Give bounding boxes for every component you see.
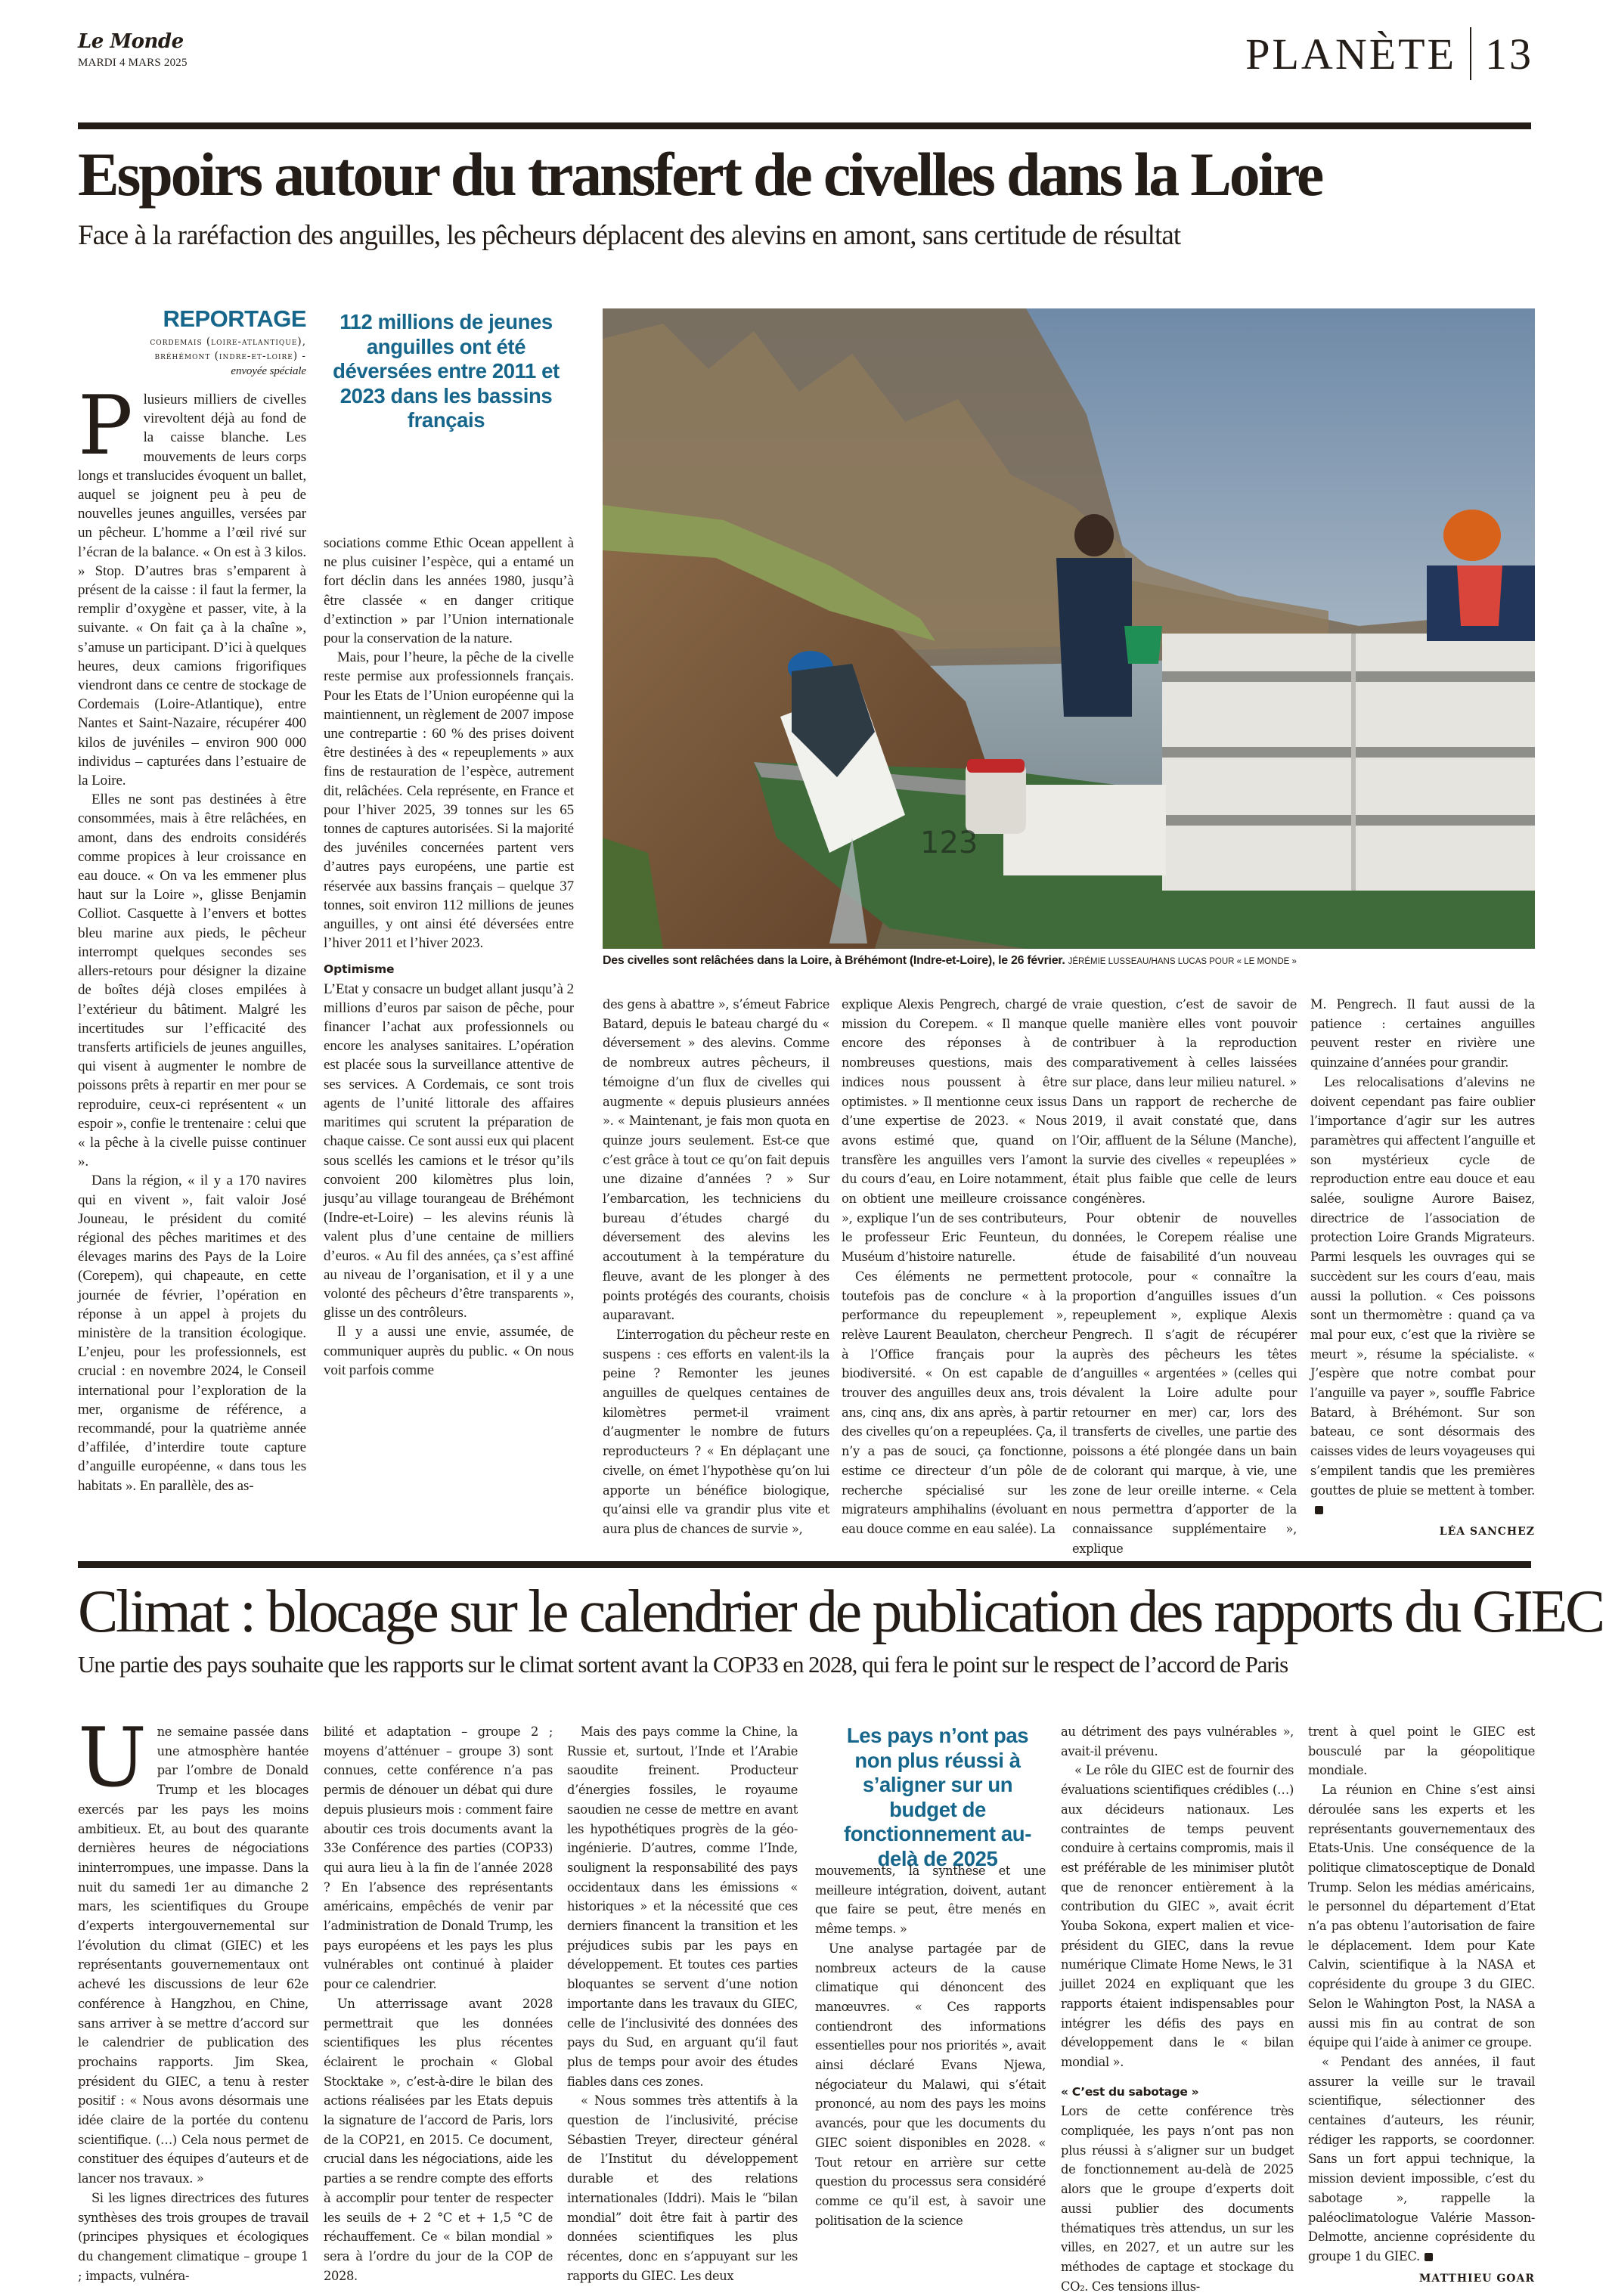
paragraph: Une analyse partagée par de nombreux acteurs de la cause climatique qui dénoncent des manœuvres. « Ces rapports contiendront des informations essentielles pour nos priorités », avait ainsi déclaré Evans Njewa, négociateur du Malawi, qui s’était prononcé, au nom des pays les moins avancés, pour que les documents du GIEC soient disponibles en 2028. « Tout retour en arrière sur cette question du processus sera considéré comme ce qu’il est, à savoir une politisation de la science	[815, 1941, 1046, 2228]
paragraph: Elles ne sont pas destinées à être consommées, mais à être relâchées, en amont, dans des endroits considérés comme propices à leur croissance en eau douce. « On va les emmener plus haut sur la Loire », glisse Benjamin Colliot. Casquette à l’envers et bottes bleu marine aux pieds, le pêcheur interrompt quelques secondes ses allers-retours pour désigner la dizaine de boîtes déjà closes empilées à l’extérieur du bâtiment. Malgré les incertitudes sur l’efficacité des transferts artificiels de jeunes anguilles, qui visent à augmenter le nombre de poissons prêts à repartir en mer pour se reproduire, ceux-ci représentent « un espoir », confie le trentenaire : celui que « la pêche à la civelle puisse continuer ».	[78, 792, 306, 1170]
paragraph: lusieurs milliers de civelles virevoltent déjà au fond de la caisse blanche. Les mouvements de leurs corps longs et translucides évoquent un ballet, auquel se joignent peu à peu de nouvelles jeunes anguilles, versées par un pêcheur. L’homme a l’œil rivé sur l’écran de la balance. « On est à 3 kilos. » Stop. D’autres bras s’emparent à présent de la caisse : il faut la fermer, la remplir d’oxygène et passer, vite, à la suivante. « On fait ça à la chaîne », s’amuse un participant. D’ici à quelques heures, deux camions frigorifiques viendront dans ce centre de stockage de Cordemais (Loire-Atlantique), entre Nantes et Saint-Nazaire, récupérer 400 kilos de juvéniles – environ 900 000 individus – capturées dans l’estuaire de la Loire.	[78, 392, 307, 789]
article2-column-6	[1308, 1722, 1535, 2288]
dropcap-u: U	[78, 1711, 147, 1805]
article2-deck: Une partie des pays souhaite que les rapports sur le climat sortent avant la COP33 en 2028, qui fera le point sur le respect de l’accord de Paris	[78, 1651, 1288, 1678]
dropcap-p: P	[78, 379, 133, 473]
paragraph: M. Pengrech. Il faut aussi de la patience : certaines anguilles peuvent rester en rivière une quinzaine d’années pour grandir.	[1310, 997, 1535, 1071]
paragraph: Un atterrissage avant 2028 permettrait que les données scientifiques les plus récentes éclairent le prochain « Global Stocktake », c’est-à-dire le bilan des actions réalisées par les Etats depuis la signature de l’accord de Paris, lors de la COP21, en 2015. Ce document, crucial dans les négociations, aide les parties a se rendre compte des efforts à accomplir pour tenter de respecter les seuils de + 2 °C et + 1,5 °C de réchauffement. Ce « bilan mondial » sera à l’ordre du jour de la COP de 2028.	[324, 1996, 553, 2283]
envoyee-speciale: envoyée spéciale	[231, 365, 306, 377]
paragraph: explique Alexis Pengrech, chargé de mission du Corepem. « Il manque encore des réponses à de nombreuses questions, mais des indices nous poussent à être optimistes. » Il mentionne ceux issus d’une expertise de 2023. « Nous avons estimé que, quand on transfère les anguilles vers l’amont du cours d’eau, en Loire notamment, on obtient une meilleure croissance », explique l’un de ses contributeurs, le professeur Eric Feunteun, du Muséum d’histoire naturelle.	[842, 997, 1067, 1265]
article1-byline: LÉA SANCHEZ	[1439, 1525, 1535, 1538]
article1-headline: Espoirs autour du transfert de civelles dans la Loire	[78, 140, 1322, 209]
article2-column-4	[815, 1861, 1046, 2230]
article1-column-4	[842, 995, 1067, 1539]
paragraph: Mais des pays comme la Chine, la Russie et, surtout, l’Inde et l’Arabie saoudite freinent. Producteur d’énergies fossiles, le royaume saoudien ne cesse de mettre en avant les hypothétiques progrès de la géo-ingénierie. D’autres, comme l’Inde, soulignent la responsabilité des pays occidentaux dans les émissions « historiques » et la nécessité que ces derniers financent la transition et les préjudices subis par les pays en développement. Et toutes ces parties bloquantes se servent d’une notion importante dans les travaux du GIEC, celle de l’inclusivité des données des pays du Sud, en arguant qu’il faut plus de temps pour avoir des études fiables dans ces zones.	[567, 1724, 798, 2089]
article2-column-3	[567, 1722, 798, 2285]
issue-date: MARDI 4 MARS 2025	[78, 57, 188, 69]
paragraph: Pour obtenir de nouvelles données, le Corepem réalise une étude de faisabilité d’un nouveau protocole, pour « connaître la proportion d’anguilles issues d’un repeuplement », explique Alexis Pengrech. Il s’agit de récupérer auprès des pêcheurs les têtes d’anguilles « argentées » (celles qui dévalent la Loire adulte pour retourner en mer) car, lors des transferts de civelles, une partie des poissons a été plongée dans un bain de colorant qui marque, à vie, une zone de leur oreille interne. « Cela nous permettra d’apporter de la connaissance supplémentaire », explique	[1072, 1210, 1297, 1556]
article1-column-2	[324, 534, 574, 1380]
photo-civelles-release	[603, 308, 1535, 949]
paragraph: Si les lignes directrices des futures synthèses des trois groupes de travail (principes physiques et écologiques du changement climatique – groupe 1 ; impacts, vulnéra-	[78, 2190, 308, 2283]
subhead-optimisme: Optimisme	[324, 962, 395, 977]
dateline-line-1: cordemais (loire-atlantique),	[150, 336, 306, 348]
caption-text: Des civelles sont relâchées dans la Loire, à Bréhémont (Indre-et-Loire), le 26 février.	[603, 954, 1065, 967]
paragraph-text: « Pendant des années, il faut assurer la veille sur le travail scientifique, sélectionner des centaines d’auteurs, les réunir, rédiger les rapports, se coordonner. Sans un fort appui technique, la mission devient impossible, c’est du sabotage », rappelle la paléoclimatologue Valérie Masson-Delmotte, ancienne coprésidente du groupe 1 du GIEC.	[1308, 2054, 1535, 2263]
article1-column-3	[603, 995, 829, 1539]
paragraph	[1310, 1073, 1535, 1520]
paragraph: La réunion en Chine s’est ainsi déroulée sans les experts et les représentants gouvernementaux des Etats-Unis. Une conséquence de la politique climatosceptique de Donald Trump. Selon les médias américains, le personnel du département d’Etat n’a pas obtenu l’autorisation de faire le déplacement. Idem pour Kate Calvin, scientifique à la NASA et coprésidente du groupe 3 du GIEC. Selon le Wahington Post, la NASA a aussi mis fin au contrat de son équipe qui l’aide à animer ce groupe.	[1308, 1783, 1535, 2050]
article2-column-5	[1061, 1722, 1294, 2296]
end-of-article-mark	[1425, 2253, 1433, 2261]
page-number: 13	[1485, 29, 1533, 79]
photo-credit: JÉRÉMIE LUSSEAU/HANS LUCAS POUR « LE MONDE »	[1068, 957, 1297, 966]
paragraph: Ces éléments ne permettent toutefois pas de conclure « à la performance du repeuplement », relève Laurent Beaulaton, chercheur à l’Office français pour la biodiversité. « On est capable de trouver des anguilles deux ans, trois ans, cinq ans, dix ans après, à partir des civelles qu’on a repeuplées. Ça, il n’y a pas de souci, ça fonctionne, estime ce directeur d’un pôle de recherche spécialisé sur les migrateurs amphihalins (évoluant en eau douce comme en eau salée). La	[842, 1269, 1067, 1536]
subhead-sabotage: « C’est du sabotage »	[1061, 2084, 1199, 2099]
dateline-line-2: bréhémont (indre-et-loire) -	[154, 350, 306, 362]
kicker-reportage: REPORTAGE	[163, 305, 306, 332]
article2-headline: Climat : blocage sur le calendrier de publication des rapports du GIEC	[78, 1579, 1603, 1645]
end-of-article-mark	[1315, 1506, 1323, 1514]
paragraph: Il y a aussi une envie, assumée, de communiquer auprès du public. « On nous voit parfois comme	[324, 1324, 574, 1378]
paragraph: au détriment des pays vulnérables », avait-il prévenu.	[1061, 1724, 1294, 1758]
article1-photo	[603, 308, 1535, 949]
article1-deck: Face à la raréfaction des anguilles, les pêcheurs déplacent des alevins en amont, sans certitude de résultat	[78, 220, 1181, 251]
paragraph: des gens à abattre », s’émeut Fabrice Batard, depuis le bateau chargé du « déversement » des alevins. Comme de nombreux autres pêcheurs, il témoigne d’un flux de civelles qui augmente « depuis plusieurs années ». « Maintenant, je fais mon quota en quinze jours seulement. Est-ce que c’est grâce à tout ce qu’on fait depuis une dizaine d’années ? » Sur l’embarcation, les techniciens du bureau d’études chargé du déversement des alevins les accoutument à la température du fleuve, avant de les plonger à des points protégés des courants, choisis auparavant.	[603, 997, 829, 1323]
article2-column-1	[78, 1711, 308, 2285]
paragraph: sociations comme Ethic Ocean appellent à ne plus cuisiner l’espèce, qui a entamé un fort déclin dans les années 1980, jusqu’à être classée « en danger critique d’extinction » par l’Union internationale pour la conservation de la nature.	[324, 535, 574, 647]
section-divider	[1470, 27, 1471, 80]
paragraph: « Nous sommes très attentifs à la question de l’inclusivité, précise Sébastien Treyer, directeur général de l’Institut du développement durable et des relations internationales (Iddri). Mais le “bilan mondial” doit être fait à partir des données scientifiques les plus récentes, donc en s’appuyant sur les rapports du GIEC. Les deux	[567, 2093, 798, 2283]
article2-column-2	[324, 1722, 553, 2285]
paragraph: L’interrogation du pêcheur reste en suspens : ces efforts en valent-ils la peine ? Remonter les jeunes anguilles de quelques centaines de kilomètres permet-il vraiment d’augmenter le nombre de futurs reproducteurs ? « En déplaçant une civelle, on émet l’hypothèse qu’on lui apporte un bénéfice biologique, qu’ainsi elle va grandir plus vite et aura plus de chances de survie »,	[603, 1327, 829, 1536]
paragraph: trent à quel point le GIEC est bousculé par la géopolitique mondiale.	[1308, 1724, 1535, 1778]
article1-column-6	[1310, 995, 1535, 1542]
article2-byline: MATTHIEU GOAR	[1418, 2272, 1535, 2285]
photo-caption	[603, 954, 1297, 968]
paragraph: mouvements, la synthèse et une meilleure intégration, doivent, autant que faire se peut, être menés en même temps. »	[815, 1864, 1046, 1937]
article1-pullquote: 112 millions de jeunes anguilles ont été déversées entre 2011 et 2023 dans les bassins français	[333, 310, 560, 432]
le-monde-logo: Le Monde	[78, 30, 184, 53]
paragraph: vraie question, c’est de savoir de quelle manière elles vont pouvoir contribuer à la reproduction comparativement à celles laissées sur place, dans leur milieu naturel. » Dans un rapport de recherche de 2019, il avait constaté que, dans l’Oir, affluent de la Sélune (Manche), la survie des civelles « repeuplées » était plus faible que celle de leurs congénères.	[1072, 997, 1297, 1207]
paragraph: Mais, pour l’heure, la pêche de la civelle reste permise aux professionnels français. Pour les Etats de l’Union européenne qui la maintiennent, un règlement de 2007 impose une contrepartie : 60 % des prises doivent être destinées à des « repeuplements » aux fins de restauration de l’espèce, autrement dit, relâchées. Cela représente, en France et pour l’hiver 2025, 39 tonnes sur les 65 tonnes de captures autorisées. Si la majorité des juvéniles concernées partent vers d’autres pays européens, une partie est réservée aux bassins français – quelque 37 tonnes, soit environ 112 millions de jeunes anguilles, y ont ainsi été déversées entre l’hiver 2011 et l’hiver 2023.	[324, 649, 574, 952]
paragraph: « Le rôle du GIEC est de fournir des évaluations scientifiques crédibles (…) aux décideurs nationaux. Les contraintes de temps peuvent conduire à certains compromis, mais il est préférable de les minimiser plutôt que de renoncer entièrement à la contribution du GIEC », avait écrit Youba Sokona, expert malien et vice-président du GIEC, dans la revue numérique Climate Home News, le 31 juillet 2024 en expliquant que les rapports étaient indispensables pour intégrer les défis des pays en développement dans le « bilan mondial ».	[1061, 1763, 1294, 2069]
paragraph	[1308, 2053, 1535, 2267]
section-header	[1245, 27, 1533, 80]
paragraph-text: Les relocalisations d’alevins ne doivent cependant pas faire oublier l’importance d’agir sur les autres paramètres qui affectent l’anguille et son mystérieux cycle de reproduction entre eau douce et eau salée, souligne Aurore Baisez, directrice de l’association de protection Loire Grands Migrateurs. Parmi lesquels les ouvrages qui se succèdent sur les cours d’eau, mais aussi la pollution. « Ces poissons sont un thermomètre : quand ça va mal pour eux, c’est que la rivière se meurt », résume la spécialiste. « J’espère que notre combat pour l’anguille va payer », souffle Fabrice Batard, à Bréhémont. Sur son bateau, ce sont désormais des caisses vides de leurs voyageuses qui s’empilent tandis que les premières gouttes de pluie se mettent à tomber.	[1310, 1074, 1535, 1498]
article1-top-rule	[78, 122, 1531, 129]
paragraph: Lors de cette conférence très compliquée, les pays n’ont pas non plus réussi à s’aligner sur un budget de fonctionnement au-delà de 2025 alors que le groupe d’experts doit aussi publier des documents thématiques très attendus, un sur les villes, en 2027, et un autre sur les méthodes de captage et stockage du CO₂. Ces tensions illus-	[1061, 2104, 1294, 2294]
article2-pullquote: Les pays n’ont pas non plus réussi à s’aligner sur un budget de fonctionnement au-delà de 2025	[844, 1724, 1031, 1870]
paragraph: L’Etat y consacre un budget allant jusqu’à 2 millions d’euros par saison de pêche, pour financer l’achat aux professionnels ou encore les analyses sanitaires. L’opération est placée sous la surveillance attentive de ses services. A Cordemais, ce sont trois agents de l’unité littorale des affaires maritimes qui scrutent la préparation de chaque caisse. Ce sont aussi eux qui placent sous scellés les camions et le trésor qu’ils convoient 200 kilomètres plus loin, jusqu’au village tourangeau de Bréhémont (Indre-et-Loire) – les alevins réunis là valent plus d’une centaine de milliers d’euros. « Au fil des années, ça s’est affiné au niveau de l’organisation, et il y a une volonté des pêcheurs d’être transparents », glisse un des contrôleurs.	[324, 981, 574, 1322]
article1-column-1	[78, 307, 306, 1495]
paragraph: ne semaine passée dans une atmosphère hantée par l’ombre de Donald Trump et les blocages exercés par les pays les moins ambitieux. Et, au bout des quarante dernières heures de négociations ininterrompues, une impasse. Dans la nuit du samedi 1er au dimanche 2 mars, les scientifiques du Groupe d’experts intergouvernemental sur l’évolution du climat (GIEC) et les représentants gouvernementaux ont achevé les discussions de leur 62e conférence à Hangzhou, en Chine, sans arriver à se mettre d’accord sur le calendrier de publication des prochains rapports. Jim Skea, président du GIEC, a tenu à rester positif : « Nous avons désormais une idée claire de la portée du contenu scientifique. (…) Cela nous permet de constituer des équipes d’auteurs et de lancer nos travaux. »	[78, 1724, 308, 2186]
paragraph: bilité et adaptation – groupe 2 ; moyens d’atténuer – groupe 3) sont connues, cette conférence n’a pas permis de dénouer un débat qui dure depuis plusieurs mois : comment faire aboutir ces trois documents avant la 33e Conférence des parties (COP33) qui aura lieu à la fin de l’année 2028 ? En l’absence des représentants américains, empêchés de venir par l’administration de Donald Trump, les pays européens et les pays les plus vulnérables ont continué à plaider pour ce calendrier.	[324, 1724, 553, 1992]
svg-text:123: 123	[920, 826, 978, 860]
section-name: PLANÈTE	[1245, 29, 1456, 79]
article2-top-rule	[78, 1561, 1531, 1568]
paragraph: Dans la région, « il y a 170 navires qui en vivent », fait valoir José Jouneau, le président du comité régional des pêches maritimes et des élevages marins des Pays de la Loire (Corepem), qui chapeaute, en cette journée de février, l’opération en réponse à un appel à projets du ministère de la transition écologique. L’enjeu, pour les professionnels, est crucial : en novembre 2024, le Conseil international pour l’exploration de la mer, organisme de référence, a recommandé, pour la quatrième année d’affilée, d’interdire toute capture d’anguille européenne, « dans tous les habitats ». En parallèle, des as-	[78, 1173, 306, 1494]
article1-column-5	[1072, 995, 1297, 1558]
